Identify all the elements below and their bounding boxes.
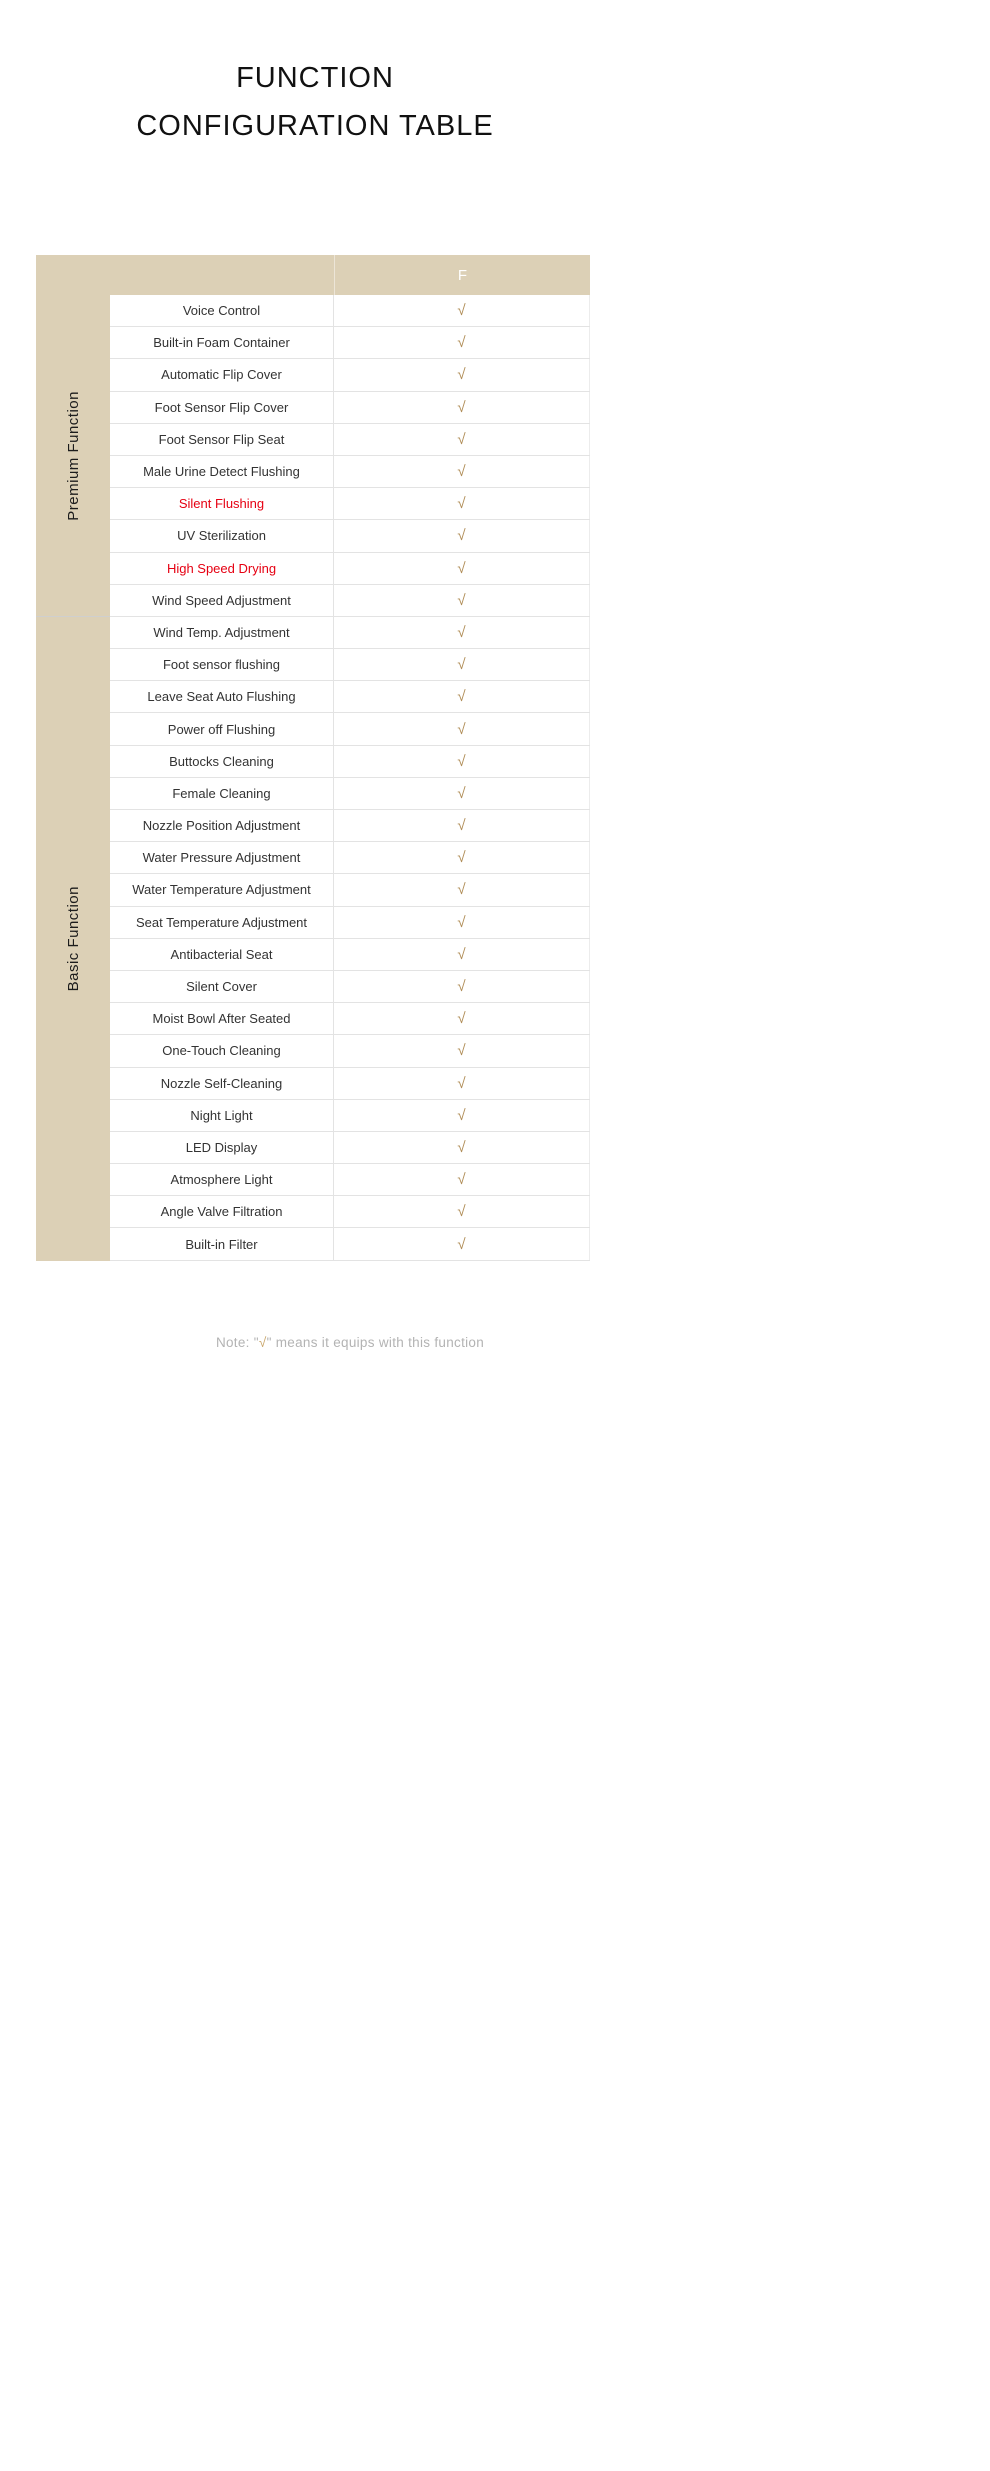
table-row (110, 392, 590, 424)
table-row (110, 359, 590, 391)
check-mark: √ (457, 334, 466, 352)
group-section-premium-function (36, 295, 590, 617)
group-rows (110, 617, 590, 1261)
function-name-cell: Silent Cover (110, 971, 334, 1002)
check-mark: √ (457, 1042, 466, 1060)
check-cell (334, 971, 590, 1002)
check-mark: √ (457, 720, 466, 738)
check-mark: √ (457, 1138, 466, 1156)
check-mark: √ (457, 591, 466, 609)
function-name-cell: Atmosphere Light (110, 1164, 334, 1195)
check-cell (334, 907, 590, 938)
function-name-cell: High Speed Drying (110, 553, 334, 584)
check-mark: √ (457, 849, 466, 867)
table-header (36, 255, 590, 295)
check-mark: √ (457, 623, 466, 641)
table-header-model-column: F (334, 255, 590, 295)
check-cell (334, 520, 590, 551)
check-cell (334, 939, 590, 970)
table-row (110, 713, 590, 745)
table-row (110, 1132, 590, 1164)
check-cell (334, 1132, 590, 1163)
table-row (110, 520, 590, 552)
function-name-cell: Wind Speed Adjustment (110, 585, 334, 616)
check-mark: √ (457, 688, 466, 706)
table-row (110, 1068, 590, 1100)
check-mark: √ (457, 366, 466, 384)
function-name-cell: Seat Temperature Adjustment (110, 907, 334, 938)
check-cell (334, 488, 590, 519)
function-name-cell: Voice Control (110, 295, 334, 326)
function-name-cell: Foot Sensor Flip Cover (110, 392, 334, 423)
group-section-basic-function (36, 617, 590, 1261)
note (0, 1334, 700, 1352)
check-mark: √ (457, 1106, 466, 1124)
table-row (110, 1228, 590, 1260)
function-name-cell: LED Display (110, 1132, 334, 1163)
function-name-cell: Power off Flushing (110, 713, 334, 744)
page-title-line-1: FUNCTION (236, 62, 394, 94)
table-row (110, 456, 590, 488)
table-row (110, 327, 590, 359)
function-name-cell: Male Urine Detect Flushing (110, 456, 334, 487)
check-mark: √ (457, 527, 466, 545)
table-header-spacer (36, 255, 334, 295)
check-cell (334, 1035, 590, 1066)
table-row (110, 939, 590, 971)
table-row (110, 424, 590, 456)
function-name-cell: Nozzle Self-Cleaning (110, 1068, 334, 1099)
function-name-cell: Nozzle Position Adjustment (110, 810, 334, 841)
check-cell (334, 874, 590, 905)
check-mark: √ (457, 881, 466, 899)
function-name-cell: Built-in Filter (110, 1228, 334, 1259)
table-row (110, 1164, 590, 1196)
table-row (110, 746, 590, 778)
check-mark: √ (457, 752, 466, 770)
check-cell (334, 1068, 590, 1099)
note-text-prefix: Note: " (215, 1335, 259, 1350)
check-cell (334, 1003, 590, 1034)
function-name-cell: One-Touch Cleaning (110, 1035, 334, 1066)
table-row (110, 585, 590, 617)
check-mark: √ (457, 817, 466, 835)
function-name-cell: Buttocks Cleaning (110, 746, 334, 777)
check-cell (334, 1196, 590, 1227)
check-cell (334, 424, 590, 455)
function-name-cell: Night Light (110, 1100, 334, 1131)
function-name-cell: Leave Seat Auto Flushing (110, 681, 334, 712)
function-name-cell: Foot Sensor Flip Seat (110, 424, 334, 455)
table-body (36, 295, 590, 1261)
function-name-cell: Water Pressure Adjustment (110, 842, 334, 873)
check-mark: √ (457, 945, 466, 963)
check-mark: √ (457, 463, 466, 481)
check-cell (334, 842, 590, 873)
table-row (110, 842, 590, 874)
table-row (110, 681, 590, 713)
note-text-suffix: " means it equips with this function (266, 1335, 485, 1350)
function-configuration-table (36, 255, 590, 1261)
check-cell (334, 810, 590, 841)
check-mark: √ (457, 302, 466, 320)
table-row (110, 1196, 590, 1228)
function-name-cell: Female Cleaning (110, 778, 334, 809)
group-label: Basic Function (64, 886, 82, 992)
check-mark: √ (457, 430, 466, 448)
table-row (110, 649, 590, 681)
function-name-cell: Automatic Flip Cover (110, 359, 334, 390)
table-row (110, 971, 590, 1003)
function-name-cell: Built-in Foam Container (110, 327, 334, 358)
function-name-cell: Water Temperature Adjustment (110, 874, 334, 905)
check-mark: √ (457, 559, 466, 577)
function-name-cell: Antibacterial Seat (110, 939, 334, 970)
function-name-cell: UV Sterilization (110, 520, 334, 551)
check-cell (334, 295, 590, 326)
table-row (110, 617, 590, 649)
check-mark: √ (457, 1203, 466, 1221)
page-title-line-2: CONFIGURATION TABLE (136, 110, 494, 142)
table-row (110, 1035, 590, 1067)
check-mark: √ (457, 1010, 466, 1028)
function-name-cell: Silent Flushing (110, 488, 334, 519)
table-row (110, 874, 590, 906)
group-label-cell (36, 295, 110, 617)
check-cell (334, 1164, 590, 1195)
check-cell (334, 456, 590, 487)
group-rows (110, 295, 590, 617)
check-cell (334, 649, 590, 680)
function-name-cell: Foot sensor flushing (110, 649, 334, 680)
check-cell (334, 713, 590, 744)
check-cell (334, 778, 590, 809)
check-cell (334, 585, 590, 616)
check-mark: √ (457, 784, 466, 802)
function-name-cell: Wind Temp. Adjustment (110, 617, 334, 648)
check-mark: √ (457, 1171, 466, 1189)
function-name-cell: Angle Valve Filtration (110, 1196, 334, 1227)
table-row (110, 1100, 590, 1132)
table-row (110, 907, 590, 939)
check-cell (334, 392, 590, 423)
table-row (110, 553, 590, 585)
check-mark: √ (457, 398, 466, 416)
table-row (110, 295, 590, 327)
check-mark: √ (457, 978, 466, 996)
check-cell (334, 617, 590, 648)
check-mark: √ (457, 1235, 466, 1253)
check-mark: √ (457, 1074, 466, 1092)
check-cell (334, 359, 590, 390)
check-cell (334, 1228, 590, 1259)
check-mark: √ (457, 656, 466, 674)
check-cell (334, 327, 590, 358)
check-cell (334, 746, 590, 777)
note-check-symbol: √ (258, 1335, 267, 1350)
table-row (110, 778, 590, 810)
page-title (0, 54, 630, 150)
group-label: Premium Function (64, 390, 82, 521)
function-name-cell: Moist Bowl After Seated (110, 1003, 334, 1034)
check-cell (334, 553, 590, 584)
check-mark: √ (457, 495, 466, 513)
group-label-cell (36, 617, 110, 1261)
check-mark: √ (457, 913, 466, 931)
check-cell (334, 1100, 590, 1131)
table-row (110, 1003, 590, 1035)
table-row (110, 810, 590, 842)
table-row (110, 488, 590, 520)
check-cell (334, 681, 590, 712)
